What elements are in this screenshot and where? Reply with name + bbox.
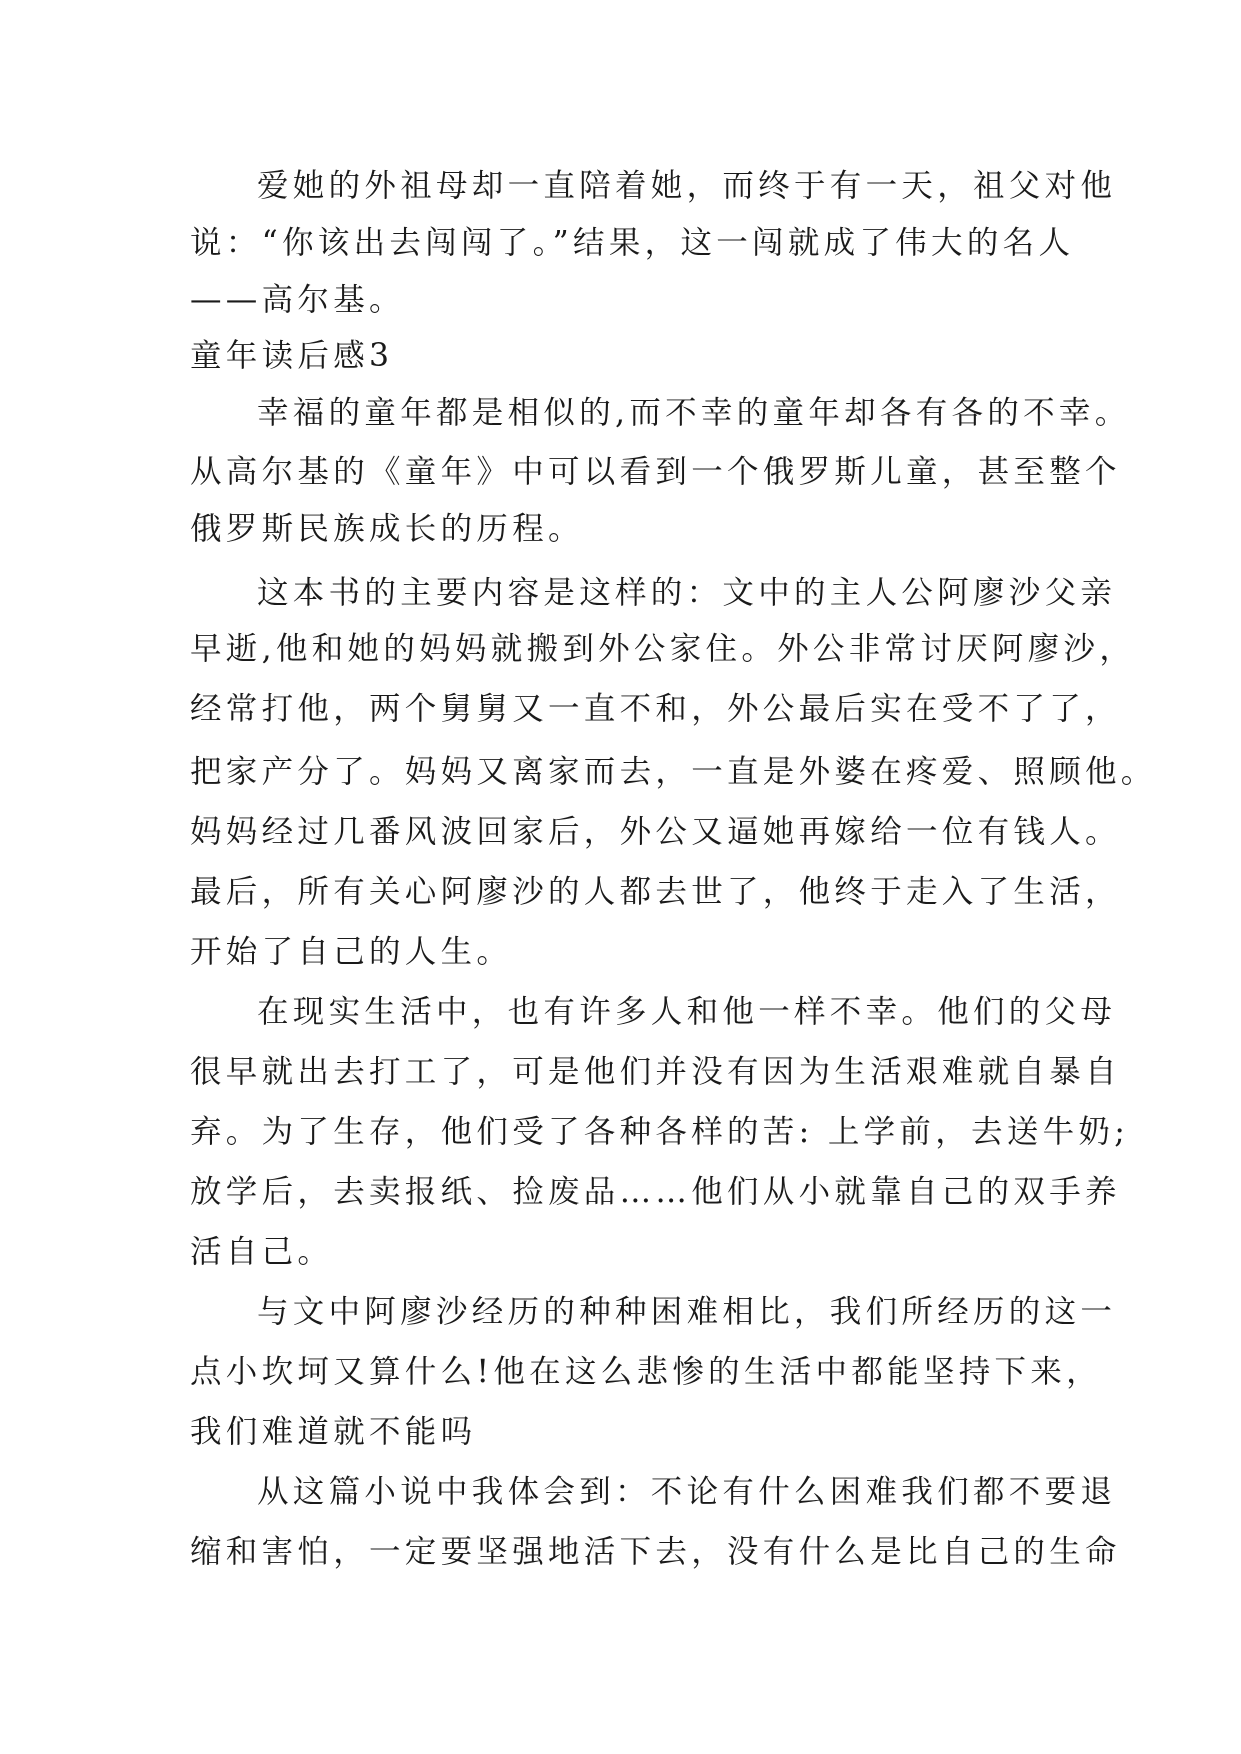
paragraph-line: 幸福的童年都是相似的,而不幸的童年却各有各的不幸。 xyxy=(257,395,1131,431)
paragraph-line: ——高尔基。 xyxy=(190,282,405,318)
paragraph-line: 从高尔基的《童年》中可以看到一个俄罗斯儿童，甚至整个 xyxy=(190,454,1121,490)
paragraph-line: 俄罗斯民族成长的历程。 xyxy=(190,511,584,547)
paragraph-line: 妈妈经过几番风波回家后，外公又逼她再嫁给一位有钱人。 xyxy=(190,814,1121,850)
paragraph-line: 把家产分了。妈妈又离家而去，一直是外婆在疼爱、照顾他。 xyxy=(190,754,1157,790)
paragraph-line: 这本书的主要内容是这样的：文中的主人公阿廖沙父亲 xyxy=(257,575,1117,611)
paragraph-line: 开始了自己的人生。 xyxy=(190,934,513,970)
paragraph-line: 缩和害怕，一定要坚强地活下去，没有什么是比自己的生命 xyxy=(190,1534,1121,1570)
paragraph-line: 我们难道就不能吗 xyxy=(190,1414,477,1450)
section-heading: 童年读后感3 xyxy=(190,338,394,374)
paragraph-line: 最后，所有关心阿廖沙的人都去世了，他终于走入了生活， xyxy=(190,874,1121,910)
paragraph-line: 早逝,他和她的妈妈就搬到外公家住。外公非常讨厌阿廖沙， xyxy=(190,631,1136,667)
paragraph-line: 从这篇小说中我体会到：不论有什么困难我们都不要退 xyxy=(257,1474,1117,1510)
paragraph-line: 在现实生活中，也有许多人和他一样不幸。他们的父母 xyxy=(257,994,1117,1030)
paragraph-line: 点小坎坷又算什么!他在这么悲惨的生活中都能坚持下来， xyxy=(190,1354,1102,1390)
paragraph-line: 弃。为了生存，他们受了各种各样的苦: 上学前，去送牛奶; xyxy=(190,1114,1130,1150)
paragraph-line: 说：“你该出去闯闯了。”结果，这一闯就成了伟大的名人 xyxy=(190,225,1075,261)
paragraph-line: 经常打他，两个舅舅又一直不和，外公最后实在受不了了， xyxy=(190,691,1121,727)
paragraph-line: 活自己。 xyxy=(190,1234,334,1270)
paragraph-line: 爱她的外祖母却一直陪着她，而终于有一天，祖父对他 xyxy=(257,168,1117,204)
paragraph-line: 与文中阿廖沙经历的种种困难相比，我们所经历的这一 xyxy=(257,1294,1117,1330)
paragraph-line: 很早就出去打工了，可是他们并没有因为生活艰难就自暴自 xyxy=(190,1054,1121,1090)
paragraph-line: 放学后，去卖报纸、捡废品……他们从小就靠自己的双手养 xyxy=(190,1174,1121,1210)
